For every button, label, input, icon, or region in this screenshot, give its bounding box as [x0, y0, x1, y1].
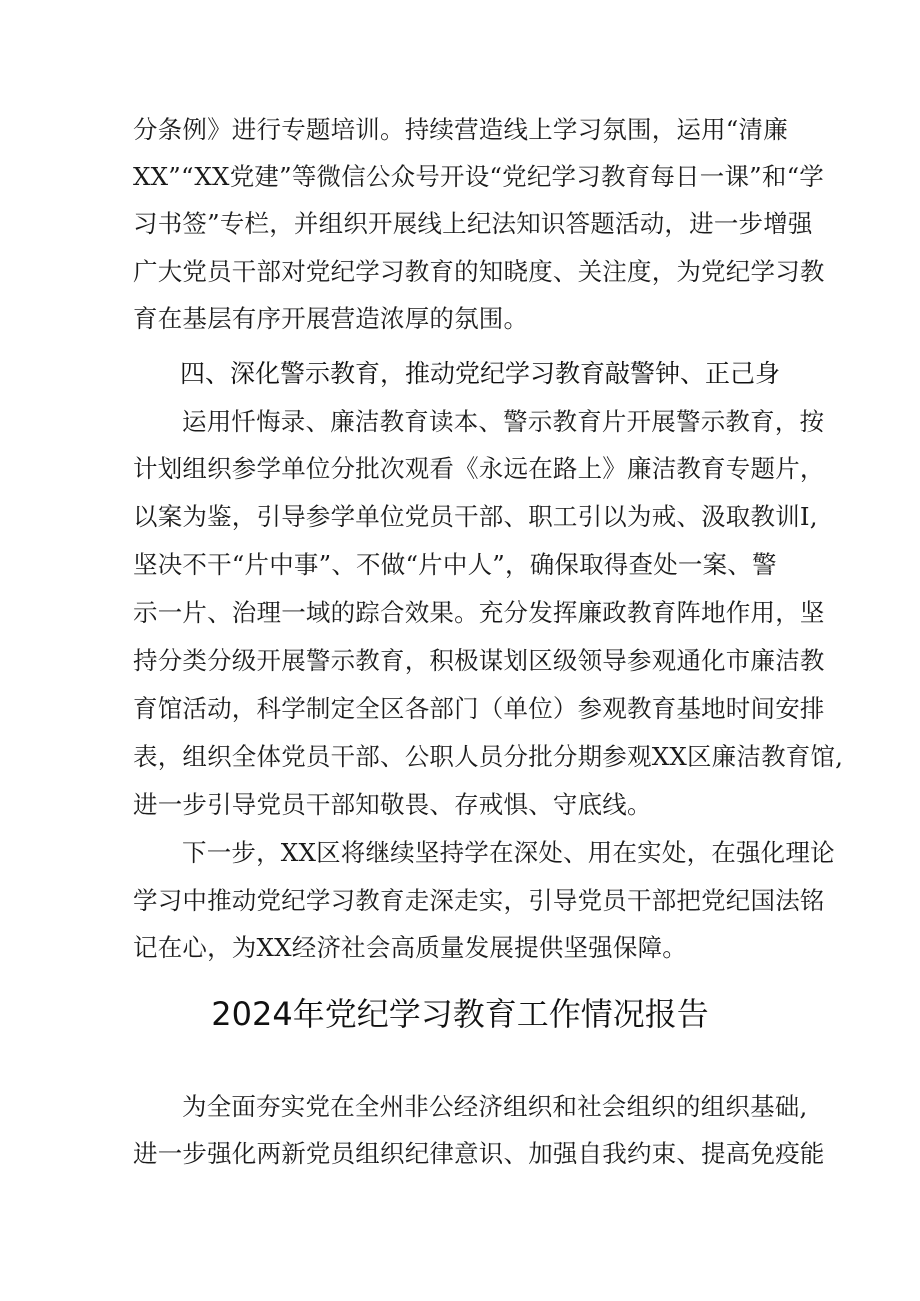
paragraph-line: 运用忏悔录、廉洁教育读本、警示教育片开展警示教育，按	[182, 407, 825, 436]
paragraph-line: 广大党员干部对党纪学习教育的知晓度、关注度，为党纪学习教	[133, 257, 825, 286]
paragraph-line: 分条例》进行专题培训。持续营造线上学习氛围，运用“清廉	[133, 115, 788, 144]
paragraph-line: 记在心，为XX经济社会高质量发展提供坚强保障。	[133, 933, 687, 962]
section-heading: 四、深化警示教育，推动党纪学习教育敲警钟、正己身	[180, 359, 781, 388]
paragraph-line: 进一步引导党员干部知敬畏、存戒惧、守底线。	[133, 790, 652, 819]
paragraph-line: 进一步强化两新党员组织纪律意识、加强自我约束、提高免疫能	[133, 1139, 825, 1168]
paragraph-line: 习书签”专栏，并组织开展线上纪法知识答题活动，进一步增强	[133, 209, 813, 238]
paragraph-line: 下一步，XX区将继续坚持学在深处、用在实处，在强化理论	[182, 838, 835, 867]
paragraph-line: 持分类分级开展警示教育，积极谋划区级领导参观通化市廉洁教	[133, 646, 825, 675]
paragraph-line: 育在基层有序开展营造浓厚的氛围。	[133, 304, 529, 333]
paragraph-line: 为全面夯实党在全州非公经济组织和社会组织的组织基础,	[182, 1092, 808, 1121]
paragraph-line: 以案为鉴，引导参学单位党员干部、职工引以为戒、汲取教训I,	[133, 502, 818, 531]
paragraph-line: 示一片、治理一域的踪合效果。充分发挥廉政教育阵地作用，坚	[133, 598, 825, 627]
report-title: 2024年党纪学习教育工作情况报告	[211, 995, 709, 1033]
paragraph-line: 育馆活动，科学制定全区各部门（单位）参观教育基地时间安排	[133, 694, 825, 723]
paragraph-line: 计划组织参学单位分批次观看《永远在路上》廉洁教育专题片，	[133, 454, 825, 483]
paragraph-line: 表，组织全体党员干部、公职人员分批分期参观XX区廉洁教育馆,	[133, 742, 844, 771]
paragraph-line: 学习中推动党纪学习教育走深走实，引导党员干部把党纪国法铭	[133, 886, 825, 915]
paragraph-line: XX”“XX党建”等微信公众号开设“党纪学习教育每日一课”和“学	[133, 162, 824, 191]
paragraph-line: 坚决不干“片中事”、不做“片中人”，确保取得查处一案、警	[133, 550, 777, 579]
